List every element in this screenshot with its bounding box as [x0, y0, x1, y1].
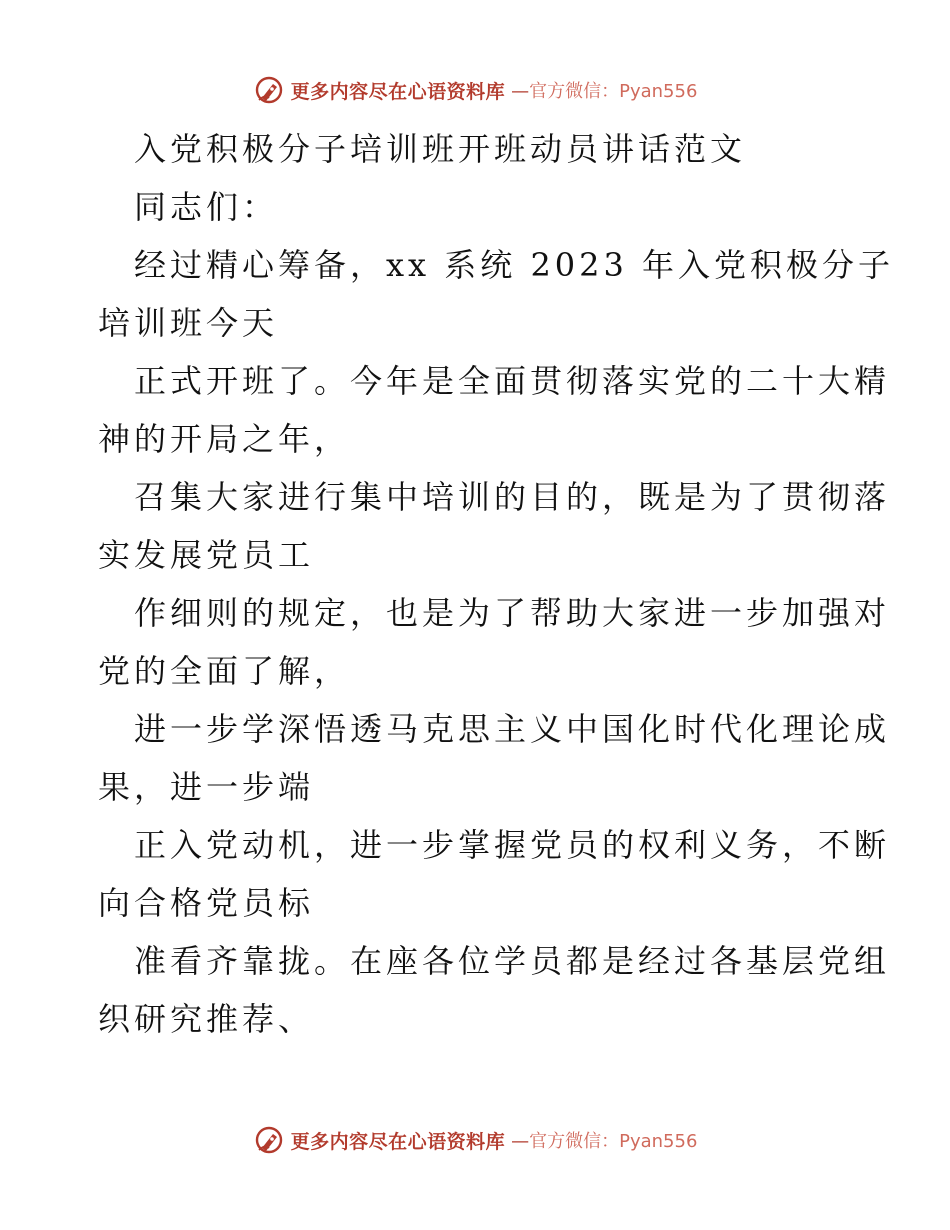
- paragraph: [98, 236, 895, 352]
- watermark-main-text: 更多内容尽在心语资料库: [290, 80, 506, 103]
- paragraph-line: 正入党动机，进一步掌握党员的权利义务，不断: [134, 826, 891, 864]
- paragraph: [98, 816, 891, 932]
- paragraph-line: 培训班今天: [98, 304, 279, 342]
- watermark-official-text: [511, 1127, 697, 1153]
- paragraph-line: 向合格党员标: [98, 884, 315, 922]
- paragraph-line: 召集大家进行集中培训的目的，既是为了贯彻落: [134, 478, 891, 516]
- paragraph-line: 作细则的规定，也是为了帮助大家进一步加强对: [134, 594, 891, 632]
- watermark-wechat: 官方微信：Pyan556: [529, 1131, 698, 1152]
- paragraph: [98, 700, 891, 816]
- footer-watermark: [0, 1120, 950, 1160]
- paragraph-line: 进一步学深悟透马克思主义中国化时代化理论成: [134, 710, 891, 748]
- header-watermark: [0, 70, 950, 110]
- paragraph: [98, 584, 891, 700]
- watermark-dash: —: [511, 1131, 530, 1152]
- watermark-official-text: [511, 77, 697, 103]
- paragraph: [98, 468, 891, 584]
- paragraph-line: 果，进一步端: [98, 768, 315, 806]
- paragraph-line: 党的全面了解，: [98, 652, 351, 690]
- greeting: 同志们：: [134, 188, 279, 226]
- paragraph-line: 实发展党员工: [98, 536, 315, 574]
- paragraph-line: 正式开班了。今年是全面贯彻落实党的二十大精: [134, 362, 891, 400]
- watermark-main-text: 更多内容尽在心语资料库: [290, 1130, 506, 1153]
- paragraph-line: 织研究推荐、: [98, 1000, 315, 1038]
- paragraph-line: 经过精心筹备，xx 系统 2023 年入党积极分子: [134, 246, 895, 284]
- watermark-dash: —: [511, 81, 530, 102]
- paragraph-line: 准看齐靠拢。在座各位学员都是经过各基层党组: [134, 942, 891, 980]
- pen-nib-circle-icon: [253, 1124, 285, 1156]
- paragraph: [98, 932, 891, 1048]
- document-title: 入党积极分子培训班开班动员讲话范文: [134, 130, 747, 168]
- watermark-group: [253, 1124, 698, 1156]
- watermark-wechat: 官方微信：Pyan556: [529, 81, 698, 102]
- document-body: [98, 120, 895, 1048]
- paragraph-line: 神的开局之年，: [98, 420, 351, 458]
- watermark-group: [253, 74, 698, 106]
- paragraph: [98, 352, 891, 468]
- pen-nib-circle-icon: [253, 74, 285, 106]
